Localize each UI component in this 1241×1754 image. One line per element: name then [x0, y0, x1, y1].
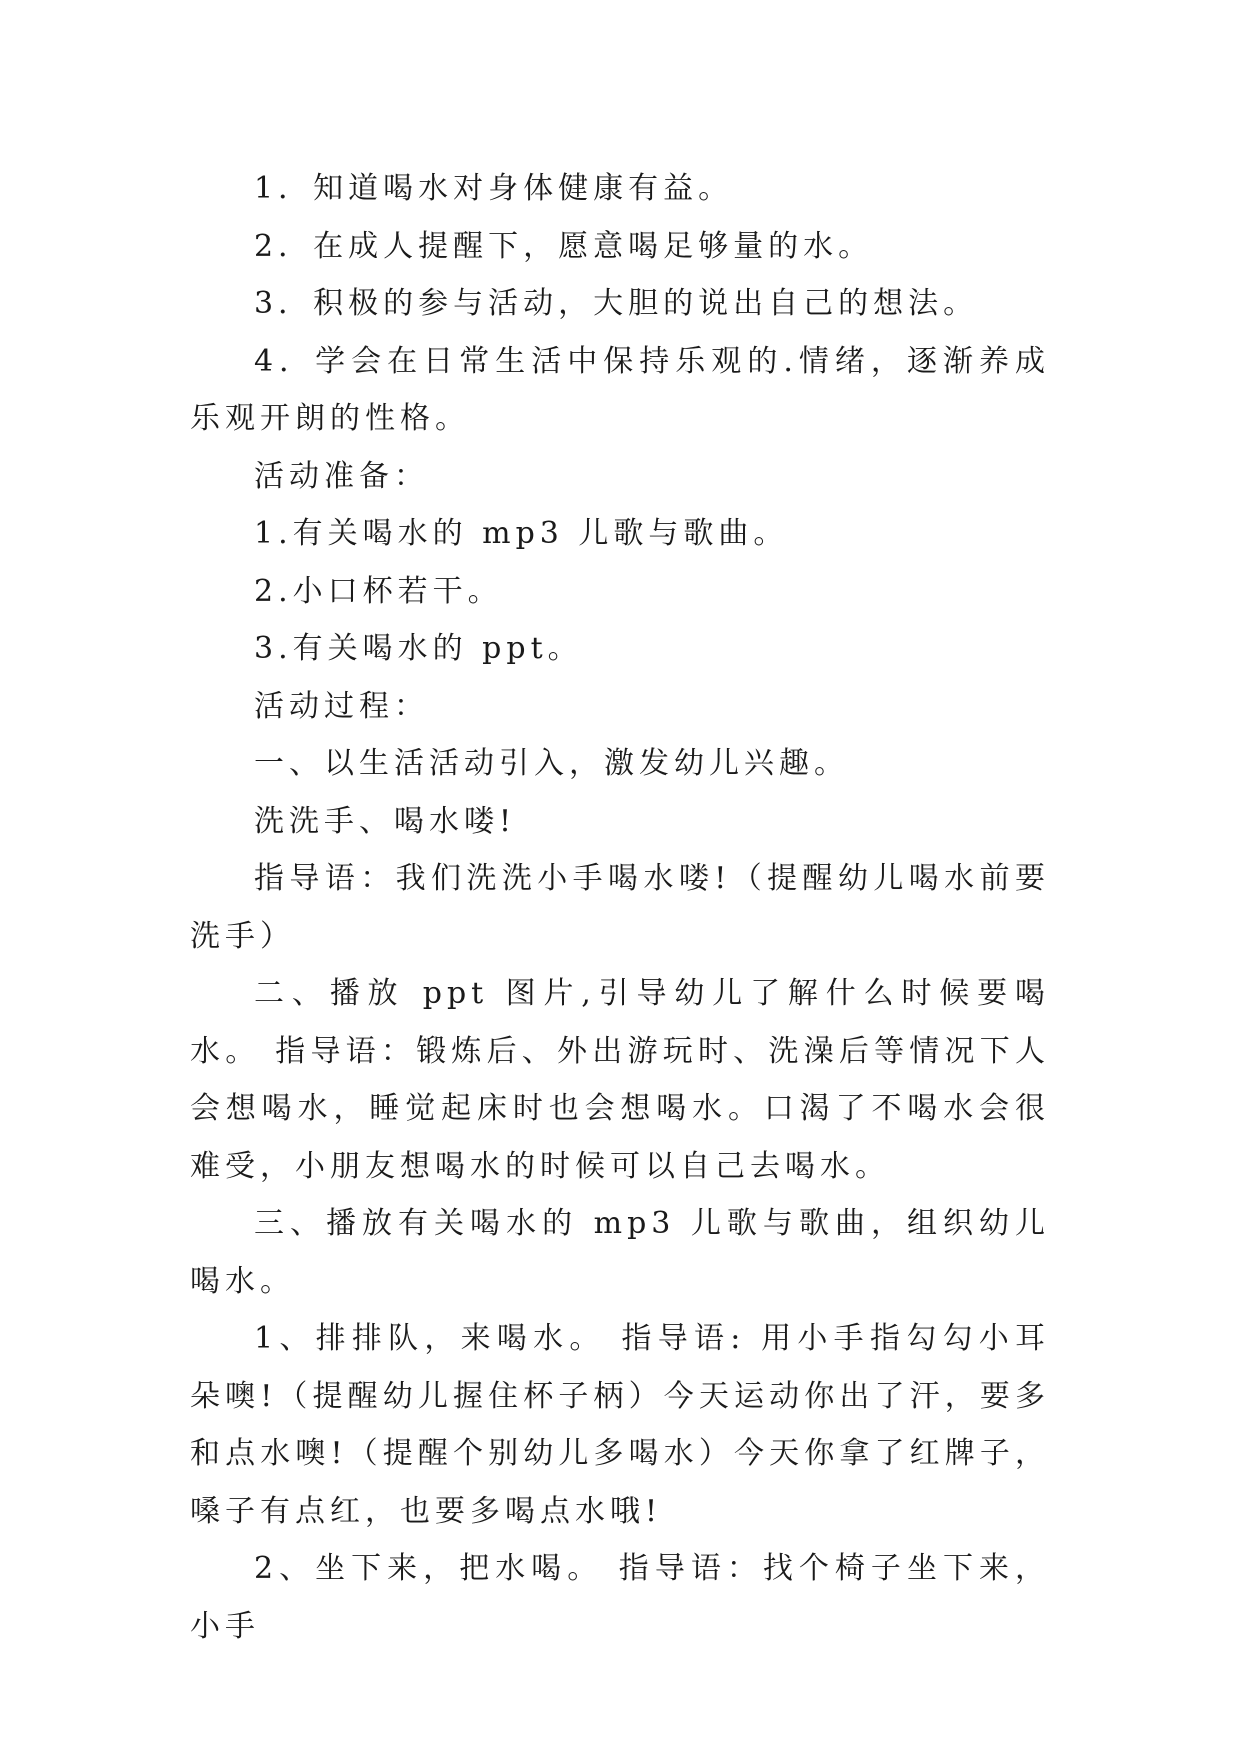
paragraph-step-2: 二、播放 ppt 图片,引导幼儿了解什么时候要喝水。 指导语：锻炼后、外出游玩时、洗澡后等情况下人会想喝水，睡觉起床时也会想喝水。口渴了不喝水会很难受，小朋友想喝水的时候可以自己去喝水。 — [190, 976, 1050, 1184]
paragraph-goal-1: 1．知道喝水对身体健康有益。 — [254, 171, 734, 206]
paragraph-prep-2: 2.小口杯若干。 — [254, 573, 503, 609]
paragraph-prep-3: 3.有关喝水的 ppt。 — [254, 631, 583, 666]
heading-preparation: 活动准备： — [254, 458, 429, 494]
paragraph-goal-3: 3．积极的参与活动，大胆的说出自己的想法。 — [254, 286, 979, 321]
paragraph-step-3-1: 1、排排队，来喝水。 指导语: 用小手指勾勾小耳朵噢!（提醒幼儿握住杯子柄）今天运动你出了汗，要多和点水噢!（提醒个别幼儿多喝水）今天你拿了红牌子，嗓子有点红，也要多喝点水哦! — [190, 1321, 1050, 1529]
paragraph-step-1-title: 洗洗手、喝水喽! — [254, 803, 517, 839]
paragraph-step-1: 一、以生活活动引入，激发幼儿兴趣。 — [254, 746, 849, 781]
paragraph-step-3-2: 2、坐下来，把水喝。 指导语：找个椅子坐下来，小手 — [190, 1551, 1050, 1644]
paragraph-step-3: 三、播放有关喝水的 mp3 儿歌与歌曲，组织幼儿喝水。 — [190, 1206, 1050, 1299]
document-body — [190, 160, 1050, 1655]
heading-process: 活动过程： — [254, 688, 429, 724]
paragraph-step-1-guide: 指导语：我们洗洗小手喝水喽!（提醒幼儿喝水前要洗手） — [190, 861, 1050, 954]
paragraph-goal-4: 4．学会在日常生活中保持乐观的.情绪，逐渐养成乐观开朗的性格。 — [190, 343, 1050, 436]
paragraph-goal-2: 2．在成人提醒下，愿意喝足够量的水。 — [254, 228, 874, 264]
paragraph-prep-1: 1.有关喝水的 mp3 儿歌与歌曲。 — [254, 516, 789, 551]
